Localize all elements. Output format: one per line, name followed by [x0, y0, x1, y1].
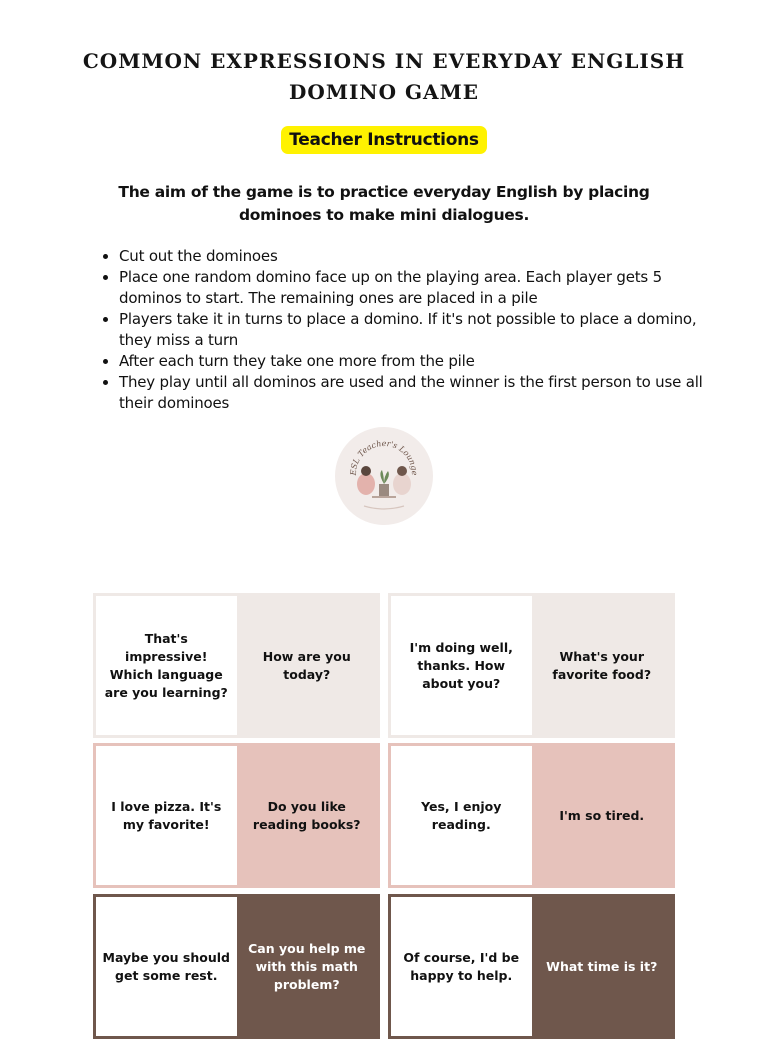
- domino-right-half: What's your favorite food?: [532, 596, 673, 735]
- instruction-item: • After each turn they take one more from the pile: [119, 351, 709, 372]
- instruction-item: • Cut out the dominoes: [119, 246, 709, 267]
- domino-right-half: Do you like reading books?: [237, 746, 378, 885]
- domino-left-half: I love pizza. It's my favorite!: [96, 746, 237, 885]
- page-title: [0, 46, 768, 108]
- logo-text: ESL Teacher's Lounge: [348, 438, 420, 476]
- title-line-1: COMMON EXPRESSIONS IN EVERYDAY ENGLISH: [82, 49, 686, 73]
- domino-right-half: Can you help me with this math problem?: [237, 897, 378, 1036]
- teachers-lounge-logo-icon: [334, 426, 434, 526]
- teacher-instructions-badge: Teacher Instructions: [281, 126, 486, 154]
- domino-left-half: That's impressive! Which language are you learning?: [96, 596, 237, 735]
- domino-card: [93, 743, 380, 888]
- domino-card: [388, 894, 675, 1039]
- instruction-item: • Players take it in turns to place a domino. If it's not possible to place a domino, they miss a turn: [119, 309, 709, 351]
- domino-right-half: I'm so tired.: [532, 746, 673, 885]
- domino-right-half: What time is it?: [532, 897, 673, 1036]
- title-line-2: DOMINO GAME: [289, 80, 479, 104]
- domino-left-half: Yes, I enjoy reading.: [391, 746, 532, 885]
- instruction-list: [101, 246, 709, 414]
- domino-right-half: How are you today?: [237, 596, 378, 735]
- domino-left-half: I'm doing well, thanks. How about you?: [391, 596, 532, 735]
- game-aim: [110, 181, 658, 227]
- domino-card: [388, 743, 675, 888]
- instruction-item: • They play until all dominos are used and the winner is the first person to use all their dominoes: [119, 372, 709, 414]
- aim-line-1: The aim of the game is to practice everyday English by placing: [118, 183, 650, 201]
- instruction-item: • Place one random domino face up on the playing area. Each player gets 5 dominos to start. The remaining ones are placed in a pile: [119, 267, 709, 309]
- domino-card: [388, 593, 675, 738]
- aim-line-2: dominoes to make mini dialogues.: [238, 206, 530, 224]
- domino-left-half: Maybe you should get some rest.: [96, 897, 237, 1036]
- domino-left-half: Of course, I'd be happy to help.: [391, 897, 532, 1036]
- domino-card: [93, 593, 380, 738]
- domino-card: [93, 894, 380, 1039]
